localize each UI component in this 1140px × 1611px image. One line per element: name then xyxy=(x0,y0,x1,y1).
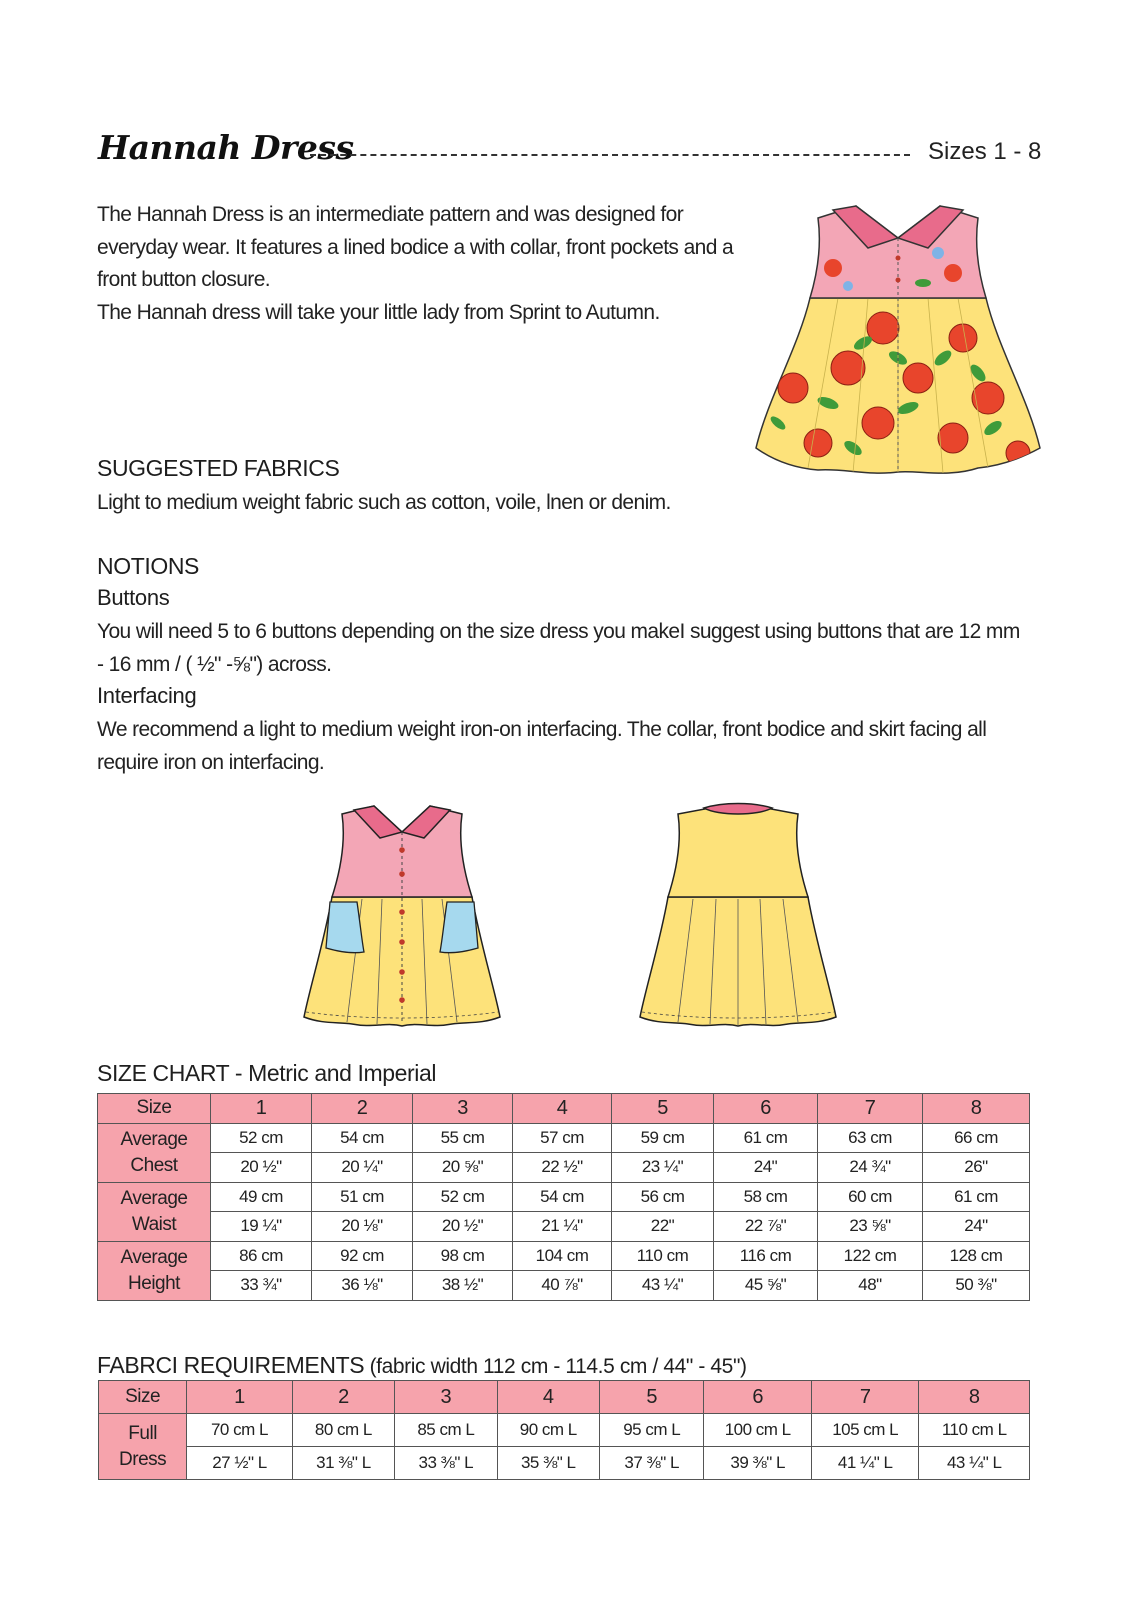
title-dashed-rule xyxy=(310,154,910,156)
table-cell: 59 cm xyxy=(612,1123,714,1153)
table-cell: 33 ¾" xyxy=(211,1271,312,1301)
table-cell: 50 ⅜" xyxy=(923,1271,1030,1301)
table-cell: 41 ¼" L xyxy=(811,1447,919,1480)
dress-front-view-illustration xyxy=(302,802,502,1032)
table-row xyxy=(98,1241,1030,1271)
size-header-cell: 3 xyxy=(395,1381,497,1414)
row-label-height: Average Height xyxy=(98,1241,211,1300)
table-cell: 100 cm L xyxy=(704,1414,812,1447)
size-header-row xyxy=(99,1381,1030,1414)
row-label-waist: Average Waist xyxy=(98,1182,211,1241)
table-cell: 86 cm xyxy=(211,1241,312,1271)
size-header-cell: 7 xyxy=(818,1094,923,1124)
row-label-full-dress: Full Dress xyxy=(99,1414,187,1480)
size-header-label: Size xyxy=(98,1094,211,1124)
table-cell: 70 cm L xyxy=(187,1414,292,1447)
hannah-dress-floral-illustration xyxy=(748,198,1048,503)
size-header-cell: 1 xyxy=(187,1381,292,1414)
table-cell: 128 cm xyxy=(923,1241,1030,1271)
table-cell: 85 cm L xyxy=(395,1414,497,1447)
table-cell: 57 cm xyxy=(513,1123,612,1153)
size-chart-table xyxy=(97,1093,1030,1301)
table-cell: 52 cm xyxy=(211,1123,312,1153)
table-cell: 58 cm xyxy=(714,1182,818,1212)
row-label-chest: Average Chest xyxy=(98,1123,211,1182)
size-header-cell: 6 xyxy=(704,1381,812,1414)
fabric-requirements-heading xyxy=(97,1352,747,1379)
intro-description xyxy=(97,199,757,329)
table-cell: 116 cm xyxy=(714,1241,818,1271)
table-cell: 90 cm L xyxy=(497,1414,599,1447)
table-row xyxy=(98,1123,1030,1153)
table-cell: 20 ¼" xyxy=(312,1153,413,1183)
size-header-cell: 4 xyxy=(513,1094,612,1124)
table-cell: 52 cm xyxy=(413,1182,513,1212)
table-cell: 31 ⅜" L xyxy=(292,1447,394,1480)
table-cell: 110 cm xyxy=(612,1241,714,1271)
table-cell: 54 cm xyxy=(312,1123,413,1153)
table-cell: 122 cm xyxy=(818,1241,923,1271)
size-header-cell: 2 xyxy=(292,1381,394,1414)
notions-heading: NOTIONS xyxy=(97,553,199,579)
table-cell: 23 ¼" xyxy=(612,1153,714,1183)
table-row xyxy=(98,1271,1030,1301)
size-header-row xyxy=(98,1094,1030,1124)
table-cell: 20 ⅛" xyxy=(312,1212,413,1242)
table-cell: 66 cm xyxy=(923,1123,1030,1153)
table-cell: 110 cm L xyxy=(919,1414,1030,1447)
table-cell: 54 cm xyxy=(513,1182,612,1212)
page-title: Hannah Dress xyxy=(98,128,354,167)
table-cell: 24" xyxy=(923,1212,1030,1242)
table-row xyxy=(98,1212,1030,1242)
dress-back-view-illustration xyxy=(638,802,838,1032)
interfacing-heading: Interfacing xyxy=(97,683,197,708)
table-cell: 27 ½" L xyxy=(187,1447,292,1480)
table-cell: 20 ⅝" xyxy=(413,1153,513,1183)
fabric-requirements-table xyxy=(98,1380,1030,1480)
table-cell: 51 cm xyxy=(312,1182,413,1212)
table-cell: 33 ⅜" L xyxy=(395,1447,497,1480)
table-cell: 48" xyxy=(818,1271,923,1301)
table-cell: 60 cm xyxy=(818,1182,923,1212)
table-cell: 105 cm L xyxy=(811,1414,919,1447)
intro-paragraph: The Hannah dress will take your little lady from Sprint to Autumn. xyxy=(97,300,660,324)
fabric-requirements-title: FABRCI REQUIREMENTS xyxy=(97,1352,365,1378)
buttons-heading: Buttons xyxy=(97,585,170,610)
table-cell: 22 ⅞" xyxy=(714,1212,818,1242)
table-cell: 24" xyxy=(714,1153,818,1183)
intro-paragraph: The Hannah Dress is an intermediate pattern and was designed for everyday wear. It features a lined bodice a with collar, front pockets and a front button closure. xyxy=(97,203,734,291)
table-cell: 80 cm L xyxy=(292,1414,394,1447)
size-header-cell: 6 xyxy=(714,1094,818,1124)
table-cell: 20 ½" xyxy=(211,1153,312,1183)
table-cell: 23 ⅝" xyxy=(818,1212,923,1242)
table-cell: 98 cm xyxy=(413,1241,513,1271)
table-cell: 104 cm xyxy=(513,1241,612,1271)
table-cell: 56 cm xyxy=(612,1182,714,1212)
size-header-cell: 1 xyxy=(211,1094,312,1124)
table-cell: 45 ⅝" xyxy=(714,1271,818,1301)
table-cell: 39 ⅜" L xyxy=(704,1447,812,1480)
table-cell: 22" xyxy=(612,1212,714,1242)
table-cell: 38 ½" xyxy=(413,1271,513,1301)
suggested-fabrics-heading: SUGGESTED FABRICS xyxy=(97,455,340,481)
size-chart-heading: SIZE CHART - Metric and Imperial xyxy=(97,1060,437,1086)
table-cell: 21 ¼" xyxy=(513,1212,612,1242)
table-cell: 19 ¼" xyxy=(211,1212,312,1242)
table-cell: 61 cm xyxy=(923,1182,1030,1212)
size-header-cell: 5 xyxy=(612,1094,714,1124)
size-header-cell: 4 xyxy=(497,1381,599,1414)
buttons-text: You will need 5 to 6 buttons depending on the size dress you makeI suggest using buttons that are 12 mm - 16 mm / ( ½" -⅝") across. xyxy=(97,620,1020,676)
table-cell: 55 cm xyxy=(413,1123,513,1153)
table-cell: 43 ¼" xyxy=(612,1271,714,1301)
table-row xyxy=(99,1447,1030,1480)
size-header-cell: 8 xyxy=(919,1381,1030,1414)
table-row xyxy=(98,1153,1030,1183)
table-cell: 63 cm xyxy=(818,1123,923,1153)
table-cell: 61 cm xyxy=(714,1123,818,1153)
table-cell: 49 cm xyxy=(211,1182,312,1212)
interfacing-text: We recommend a light to medium weight iron-on interfacing. The collar, front bodice and skirt facing all require iron on interfacing. xyxy=(97,718,987,774)
fabric-width-note: (fabric width 112 cm - 114.5 cm / 44" - 45") xyxy=(364,1355,747,1378)
table-cell: 24 ¾" xyxy=(818,1153,923,1183)
size-header-cell: 3 xyxy=(413,1094,513,1124)
table-cell: 35 ⅜" L xyxy=(497,1447,599,1480)
table-cell: 36 ⅛" xyxy=(312,1271,413,1301)
size-header-label: Size xyxy=(99,1381,187,1414)
table-cell: 20 ½" xyxy=(413,1212,513,1242)
sizes-range-label: Sizes 1 - 8 xyxy=(928,138,1042,165)
table-cell: 92 cm xyxy=(312,1241,413,1271)
table-cell: 37 ⅜" L xyxy=(599,1447,703,1480)
size-header-cell: 5 xyxy=(599,1381,703,1414)
size-header-cell: 8 xyxy=(923,1094,1030,1124)
size-header-cell: 7 xyxy=(811,1381,919,1414)
table-row xyxy=(98,1182,1030,1212)
table-row xyxy=(99,1414,1030,1447)
table-cell: 43 ¼" L xyxy=(919,1447,1030,1480)
table-cell: 22 ½" xyxy=(513,1153,612,1183)
table-cell: 95 cm L xyxy=(599,1414,703,1447)
table-cell: 26" xyxy=(923,1153,1030,1183)
table-cell: 40 ⅞" xyxy=(513,1271,612,1301)
suggested-fabrics-text: Light to medium weight fabric such as cotton, voile, lnen or denim. xyxy=(97,491,671,514)
size-header-cell: 2 xyxy=(312,1094,413,1124)
